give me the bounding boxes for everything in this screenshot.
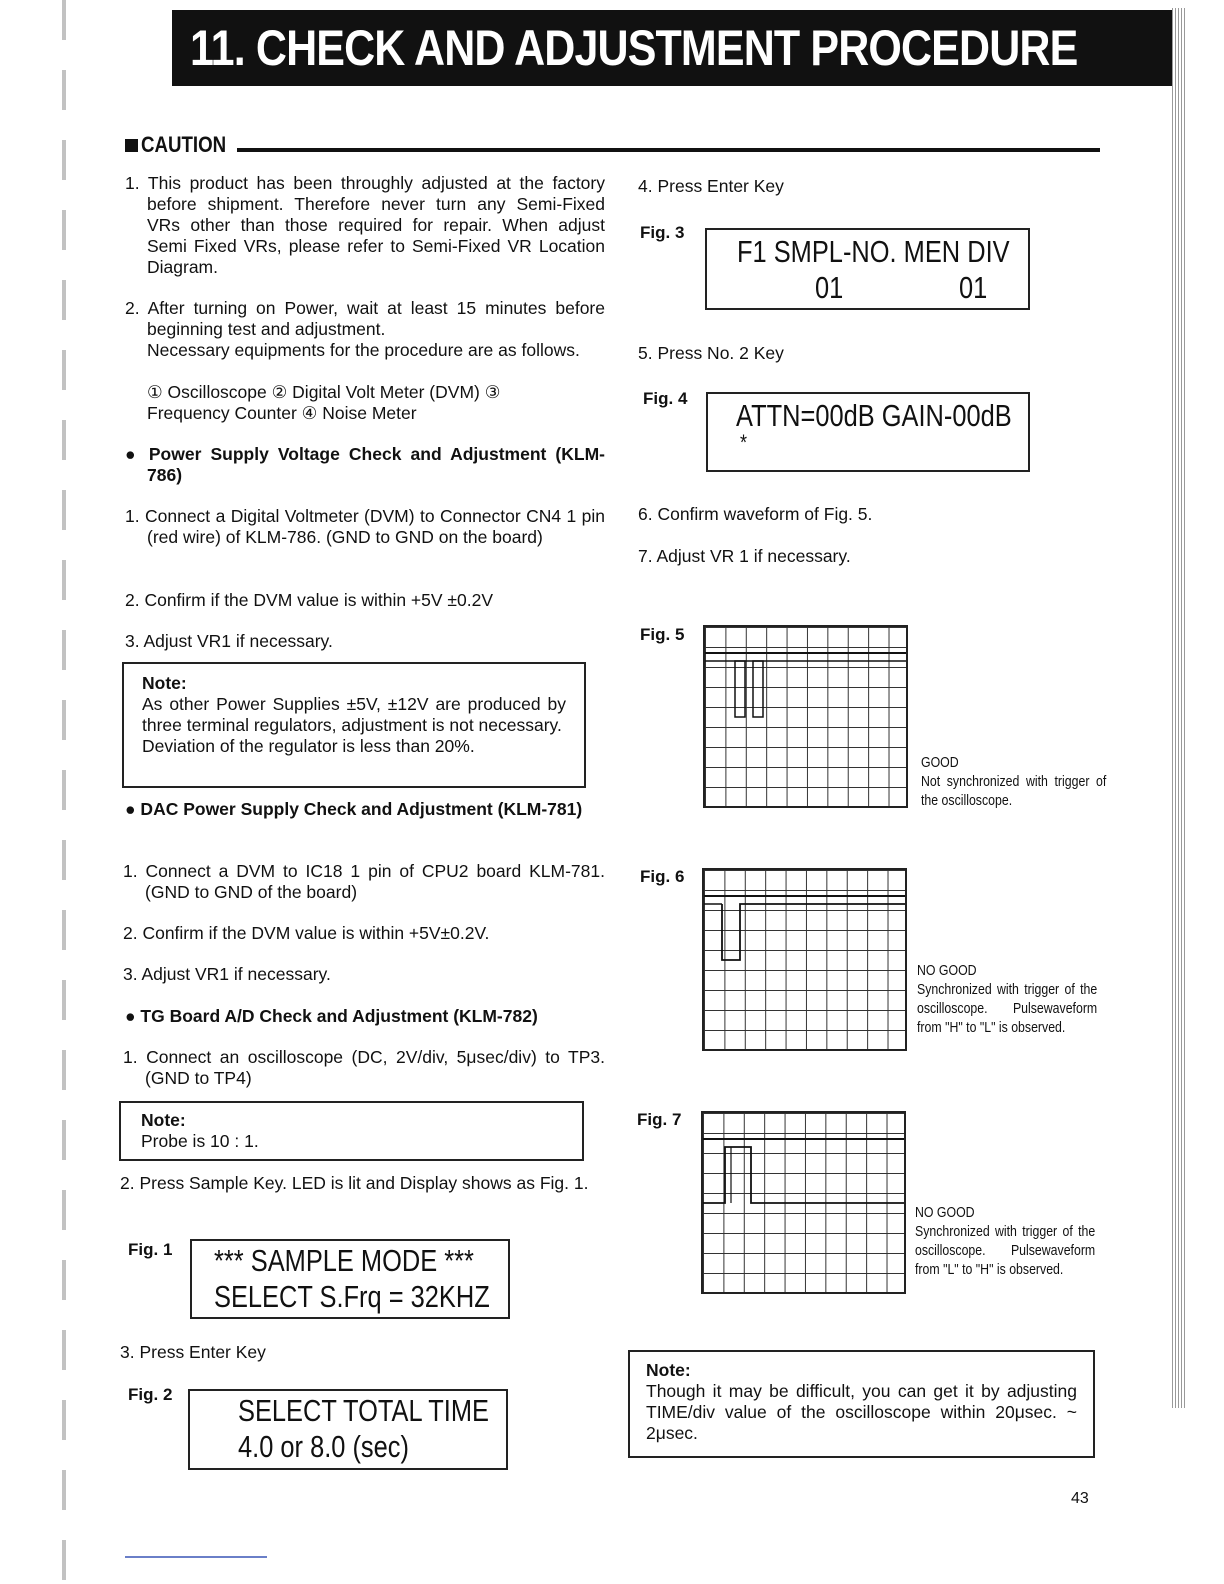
page-title: 11. CHECK AND ADJUSTMENT PROCEDURE bbox=[190, 20, 1078, 76]
bottom-scan-mark bbox=[125, 1556, 267, 1558]
fig5-caption bbox=[921, 754, 1106, 811]
fig7-waveform bbox=[703, 1113, 904, 1292]
fig6-caption bbox=[917, 962, 1102, 1038]
caution-rule bbox=[237, 148, 1100, 152]
fig7-label: Fig. 7 bbox=[637, 1110, 682, 1129]
caption-text: Synchronized with trigger of the oscilloscope. Pulsewaveform from "H" to "L" is observed. bbox=[917, 982, 1098, 1036]
note-text: Though it may be difficult, you can get it by adjusting TIME/div value of the oscilloscope within 20μsec. ~ 2μsec. bbox=[646, 1381, 1077, 1443]
right-step-4: 4. Press Enter Key bbox=[638, 176, 784, 196]
note-title: Note: bbox=[141, 1110, 186, 1130]
fig6-oscilloscope-grid bbox=[702, 868, 907, 1051]
lcd-line: F1 SMPL-NO. MEN DIV bbox=[737, 234, 1010, 269]
fig6-waveform bbox=[704, 870, 905, 1049]
lcd-cursor: * bbox=[740, 430, 748, 455]
lcd-line: *** SAMPLE MODE *** bbox=[214, 1243, 474, 1278]
lcd-line: SELECT S.Frq = 32KHZ bbox=[214, 1279, 490, 1314]
dac-step-3: 3. Adjust VR1 if necessary. bbox=[123, 964, 331, 984]
note-box-timediv bbox=[628, 1350, 1095, 1458]
power-step-3: 3. Adjust VR1 if necessary. bbox=[125, 631, 333, 651]
caption-status: GOOD bbox=[921, 755, 959, 771]
scan-edge-left bbox=[62, 0, 66, 1584]
dac-step-2: 2. Confirm if the DVM value is within +5V±0.2V. bbox=[123, 923, 490, 943]
page-number: 43 bbox=[1071, 1490, 1089, 1507]
fig3-lcd-display bbox=[705, 228, 1030, 310]
note-box-probe bbox=[119, 1101, 584, 1161]
fig1-lcd-display bbox=[190, 1239, 510, 1319]
note-text: Probe is 10 : 1. bbox=[141, 1131, 259, 1151]
dac-step-1: 1. Connect a DVM to IC18 1 pin of CPU2 board KLM-781. (GND to GND of the board) bbox=[123, 861, 605, 902]
fig4-label: Fig. 4 bbox=[643, 389, 688, 408]
section-power-supply-heading: ● Power Supply Voltage Check and Adjustment (KLM-786) bbox=[125, 444, 605, 485]
fig7-caption bbox=[915, 1204, 1100, 1280]
caption-text: Not synchronized with trigger of the oscilloscope. bbox=[921, 774, 1107, 809]
fig5-waveform bbox=[705, 627, 906, 806]
fig5-oscilloscope-grid bbox=[703, 625, 908, 808]
lcd-value: 01 bbox=[815, 270, 844, 305]
fig5-label: Fig. 5 bbox=[640, 625, 685, 644]
fig6-label: Fig. 6 bbox=[640, 867, 685, 886]
square-bullet-icon bbox=[125, 139, 138, 152]
right-step-6: 6. Confirm waveform of Fig. 5. bbox=[638, 504, 873, 524]
caution-item-2-list: ① Oscilloscope ② Digital Volt Meter (DVM) ③ Frequency Counter ④ Noise Meter bbox=[147, 382, 501, 423]
lcd-line: 4.0 or 8.0 (sec) bbox=[238, 1429, 409, 1464]
power-step-2: 2. Confirm if the DVM value is within +5V ±0.2V bbox=[125, 590, 494, 610]
note-box-regulators bbox=[122, 662, 586, 788]
note-title: Note: bbox=[646, 1360, 691, 1380]
scan-edge-right bbox=[1172, 8, 1186, 1408]
tg-step-1: 1. Connect an oscilloscope (DC, 2V/div, 5μsec/div) to TP3. (GND to TP4) bbox=[123, 1047, 605, 1088]
page-title-banner bbox=[172, 10, 1172, 86]
fig2-lcd-display bbox=[188, 1389, 508, 1470]
section-tg-heading: ● TG Board A/D Check and Adjustment (KLM-782) bbox=[125, 1006, 538, 1026]
right-step-7: 7. Adjust VR 1 if necessary. bbox=[638, 546, 851, 566]
note-title: Note: bbox=[142, 673, 187, 693]
caution-heading bbox=[125, 132, 1100, 158]
right-step-5: 5. Press No. 2 Key bbox=[638, 343, 784, 363]
fig3-label: Fig. 3 bbox=[640, 223, 685, 242]
caption-status: NO GOOD bbox=[915, 1205, 975, 1221]
fig2-label: Fig. 2 bbox=[128, 1385, 173, 1404]
fig7-oscilloscope-grid bbox=[701, 1111, 906, 1294]
caution-item-2: 2. After turning on Power, wait at least 15 minutes before beginning test and adjustment. bbox=[125, 298, 605, 339]
fig1-label: Fig. 1 bbox=[128, 1240, 173, 1259]
lcd-line: ATTN=00dB GAIN-00dB bbox=[736, 398, 1012, 433]
caption-text: Synchronized with trigger of the oscilloscope. Pulsewaveform from "L" to "H" is observed. bbox=[915, 1224, 1096, 1278]
section-dac-heading: ● DAC Power Supply Check and Adjustment (KLM-781) bbox=[125, 799, 583, 819]
lcd-value: 01 bbox=[959, 270, 988, 305]
tg-step-3: 3. Press Enter Key bbox=[120, 1342, 266, 1362]
tg-step-2: 2. Press Sample Key. LED is lit and Display shows as Fig. 1. bbox=[120, 1173, 589, 1193]
power-step-1: 1. Connect a Digital Voltmeter (DVM) to Connector CN4 1 pin (red wire) of KLM-786. (GND to GND on the board) bbox=[125, 506, 605, 547]
lcd-line: SELECT TOTAL TIME bbox=[238, 1393, 489, 1428]
caution-label: CAUTION bbox=[141, 132, 227, 157]
caption-status: NO GOOD bbox=[917, 963, 977, 979]
fig4-lcd-display bbox=[706, 392, 1030, 472]
caution-item-2-equipment: Necessary equipments for the procedure are as follows. bbox=[147, 340, 580, 360]
note-text: As other Power Supplies ±5V, ±12V are produced by three terminal regulators, adjustment is not necessary. bbox=[142, 694, 566, 735]
caution-item-1: 1. This product has been throughly adjusted at the factory before shipment. Therefore never turn any Semi-Fixed VRs other than those required for repair. When adjust Semi Fixed VRs, please refer to Semi-Fixed VR Location Diagram. bbox=[125, 173, 605, 277]
note-text: Deviation of the regulator is less than 20%. bbox=[142, 736, 475, 756]
